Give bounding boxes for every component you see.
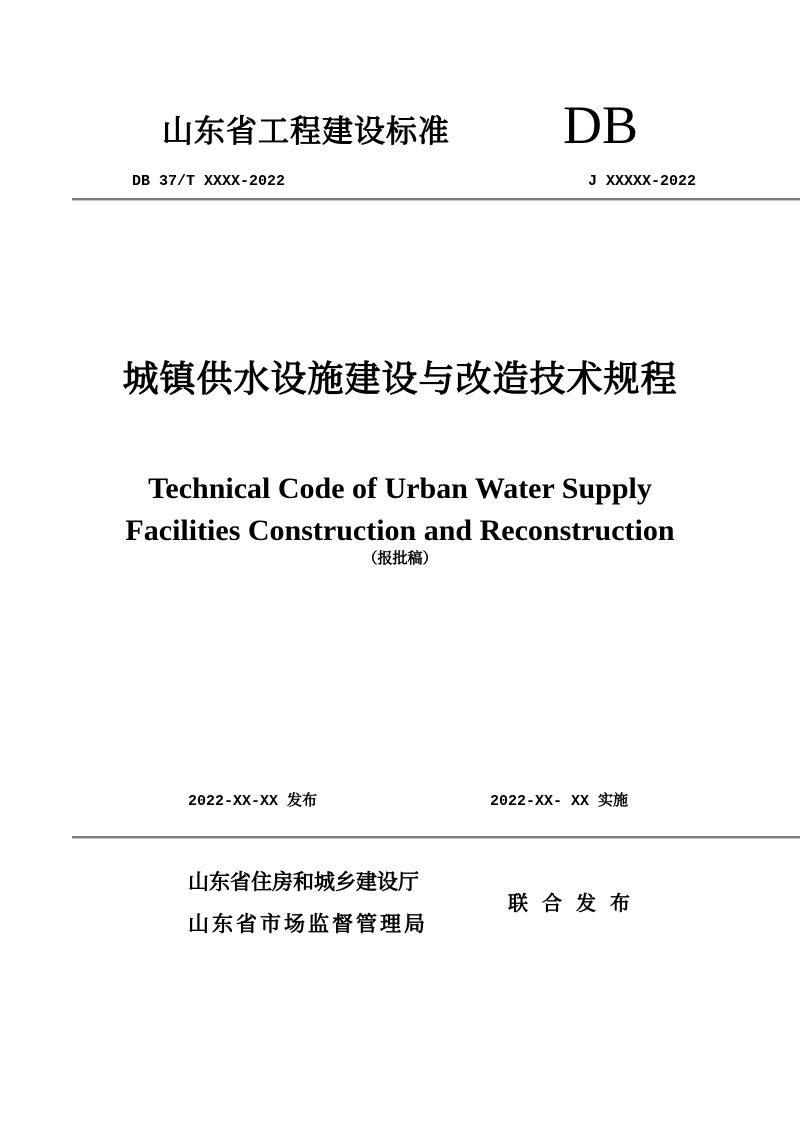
implementation-date: 2022-XX- XX 实施 — [490, 793, 629, 810]
draft-status-note: （报批稿） — [362, 551, 438, 567]
release-date: 2022-XX-XX 发布 — [188, 793, 318, 810]
joint-publish-label: 联 合 发 布 — [508, 893, 630, 915]
english-title — [0, 468, 800, 552]
chinese-title: 城镇供水设施建设与改造技术规程 — [122, 359, 678, 399]
record-number: J XXXXX-2022 — [588, 173, 697, 190]
english-title-line2: Facilities Construction and Reconstruction — [125, 514, 675, 547]
publisher-line2: 山东省市场监督管理局 — [188, 912, 428, 936]
publisher-line1: 山东省住房和城乡建设厅 — [188, 870, 419, 894]
header-divider-line — [72, 198, 800, 201]
standard-category-label: 山东省工程建设标准 — [162, 114, 450, 149]
footer-divider-line — [72, 836, 800, 839]
db-mark: DB — [563, 95, 639, 155]
english-title-line1: Technical Code of Urban Water Supply — [148, 472, 652, 505]
local-standard-number: DB 37/T XXXX-2022 — [132, 173, 286, 190]
